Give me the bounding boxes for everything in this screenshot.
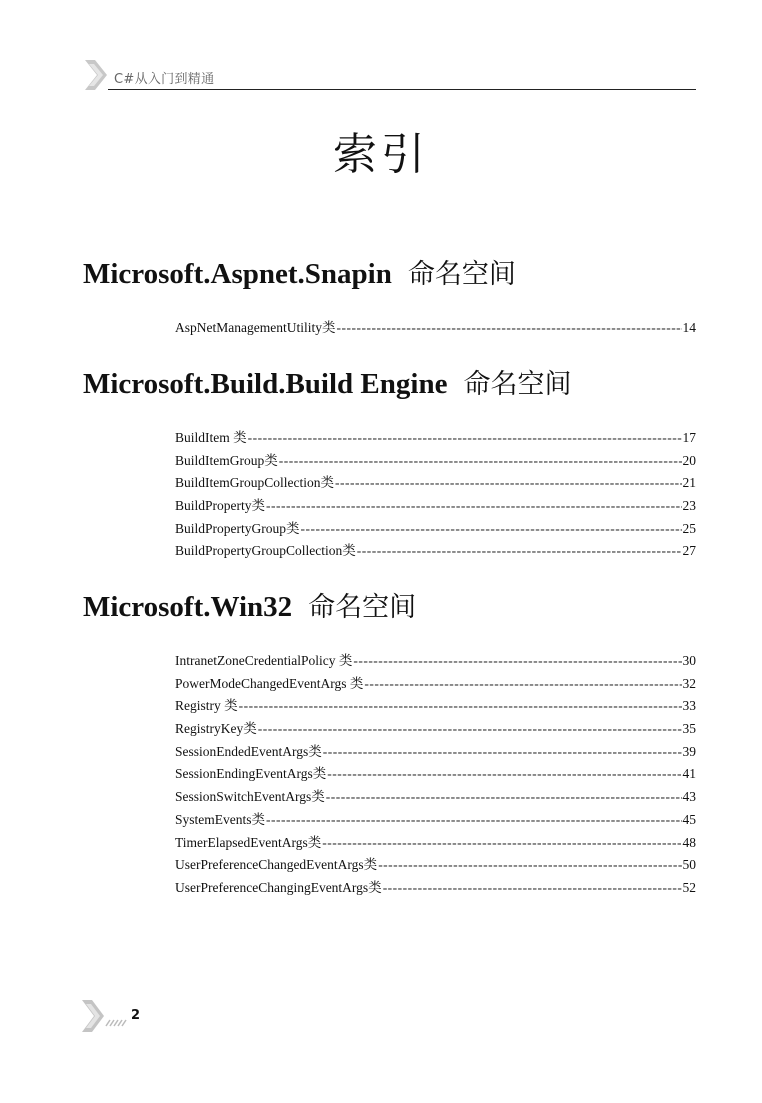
namespace-name: Microsoft.Win32 bbox=[83, 591, 293, 623]
index-entry[interactable] bbox=[175, 317, 696, 340]
namespace-section bbox=[83, 254, 696, 335]
entry-page-number: 35 bbox=[682, 721, 696, 737]
index-entry[interactable] bbox=[175, 718, 696, 741]
dot-leader bbox=[353, 650, 681, 673]
index-entry[interactable] bbox=[175, 832, 696, 855]
index-entry[interactable] bbox=[175, 877, 696, 900]
entry-page-number: 43 bbox=[682, 789, 696, 805]
entry-name: IntranetZoneCredentialPolicy 类 bbox=[175, 653, 353, 668]
namespace-name: Microsoft.Build.Build Engine bbox=[83, 368, 448, 400]
index-entry[interactable] bbox=[175, 854, 696, 877]
entry-page-number: 14 bbox=[682, 320, 696, 335]
dot-leader bbox=[357, 540, 682, 563]
entry-name: BuildProperty类 bbox=[175, 498, 265, 514]
dot-leader bbox=[301, 518, 682, 541]
index-entry[interactable] bbox=[175, 495, 696, 518]
entry-page-number: 21 bbox=[682, 475, 696, 491]
entry-page-number: 25 bbox=[682, 520, 696, 536]
namespace-heading bbox=[83, 254, 696, 295]
entry-page-number: 20 bbox=[682, 452, 696, 468]
entry-name: SessionEndingEventArgs类 bbox=[175, 766, 327, 782]
book-title: C#从入门到精通 bbox=[114, 72, 215, 87]
entry-name: BuildItemGroupCollection类 bbox=[175, 475, 334, 491]
entry-name: SessionEndedEventArgs类 bbox=[175, 743, 322, 759]
entry-page-number: 30 bbox=[682, 653, 696, 668]
index-entry[interactable] bbox=[175, 427, 696, 450]
entry-name: RegistryKey类 bbox=[175, 721, 257, 737]
dot-leader bbox=[336, 317, 681, 340]
namespace-heading bbox=[83, 364, 696, 405]
dot-leader bbox=[364, 673, 681, 696]
index-entry[interactable] bbox=[175, 450, 696, 473]
index-entry[interactable] bbox=[175, 673, 696, 696]
chevron-right-icon bbox=[83, 58, 109, 92]
namespace-suffix: 命名空间 bbox=[463, 369, 572, 400]
dot-leader bbox=[266, 495, 682, 518]
page-header bbox=[0, 0, 762, 100]
dot-leader bbox=[327, 763, 681, 786]
index-entry[interactable] bbox=[175, 695, 696, 718]
page-title: 索引 bbox=[333, 129, 429, 180]
entry-page-number: 33 bbox=[682, 698, 696, 714]
page-number: 2 bbox=[131, 1008, 141, 1023]
index-entry[interactable] bbox=[175, 809, 696, 832]
entry-name: Registry 类 bbox=[175, 698, 238, 714]
index-entry[interactable] bbox=[175, 518, 696, 541]
entry-page-number: 50 bbox=[682, 857, 696, 873]
entry-name: AspNetManagementUtility类 bbox=[175, 320, 336, 335]
dot-leader bbox=[335, 472, 682, 495]
entry-name: TimerElapsedEventArgs类 bbox=[175, 834, 322, 850]
index-entry-list bbox=[175, 427, 696, 563]
entry-page-number: 32 bbox=[682, 675, 696, 691]
entry-name: BuildItem 类 bbox=[175, 430, 247, 445]
entry-page-number: 48 bbox=[682, 834, 696, 850]
entry-name: UserPreferenceChangingEventArgs类 bbox=[175, 879, 382, 895]
namespace-section bbox=[83, 587, 696, 895]
entry-name: BuildPropertyGroupCollection类 bbox=[175, 543, 356, 559]
index-entry-list bbox=[175, 650, 696, 900]
entry-name: PowerModeChangedEventArgs 类 bbox=[175, 675, 364, 691]
index-entry[interactable] bbox=[175, 650, 696, 673]
entry-name: UserPreferenceChangedEventArgs类 bbox=[175, 857, 378, 873]
index-entry[interactable] bbox=[175, 763, 696, 786]
dot-leader bbox=[326, 786, 682, 809]
namespace-suffix: 命名空间 bbox=[308, 592, 417, 623]
entry-page-number: 17 bbox=[682, 430, 696, 445]
index-entry[interactable] bbox=[175, 472, 696, 495]
entry-name: SessionSwitchEventArgs类 bbox=[175, 789, 325, 805]
dot-leader bbox=[279, 450, 682, 473]
footer-chevron-icon bbox=[80, 998, 130, 1034]
entry-page-number: 27 bbox=[682, 543, 696, 559]
dot-leader bbox=[378, 854, 681, 877]
index-entry[interactable] bbox=[175, 540, 696, 563]
dot-leader bbox=[248, 427, 682, 450]
dot-leader bbox=[266, 809, 682, 832]
dot-leader bbox=[323, 741, 682, 764]
entry-name: BuildItemGroup类 bbox=[175, 452, 278, 468]
namespace-name: Microsoft.Aspnet.Snapin bbox=[83, 258, 392, 290]
dot-leader bbox=[239, 695, 682, 718]
index-entry[interactable] bbox=[175, 786, 696, 809]
entry-page-number: 45 bbox=[682, 811, 696, 827]
entry-name: SystemEvents类 bbox=[175, 811, 265, 827]
namespace-suffix: 命名空间 bbox=[407, 259, 516, 290]
entry-page-number: 41 bbox=[682, 766, 696, 782]
entry-page-number: 52 bbox=[682, 879, 696, 895]
namespace-heading bbox=[83, 587, 696, 628]
entry-page-number: 23 bbox=[682, 498, 696, 514]
dot-leader bbox=[258, 718, 682, 741]
dot-leader bbox=[322, 832, 681, 855]
header-divider bbox=[108, 89, 696, 90]
dot-leader bbox=[383, 877, 682, 900]
entry-page-number: 39 bbox=[682, 743, 696, 759]
entry-name: BuildPropertyGroup类 bbox=[175, 520, 300, 536]
index-entry-list bbox=[175, 317, 696, 340]
index-entry[interactable] bbox=[175, 741, 696, 764]
namespace-section bbox=[83, 364, 696, 559]
